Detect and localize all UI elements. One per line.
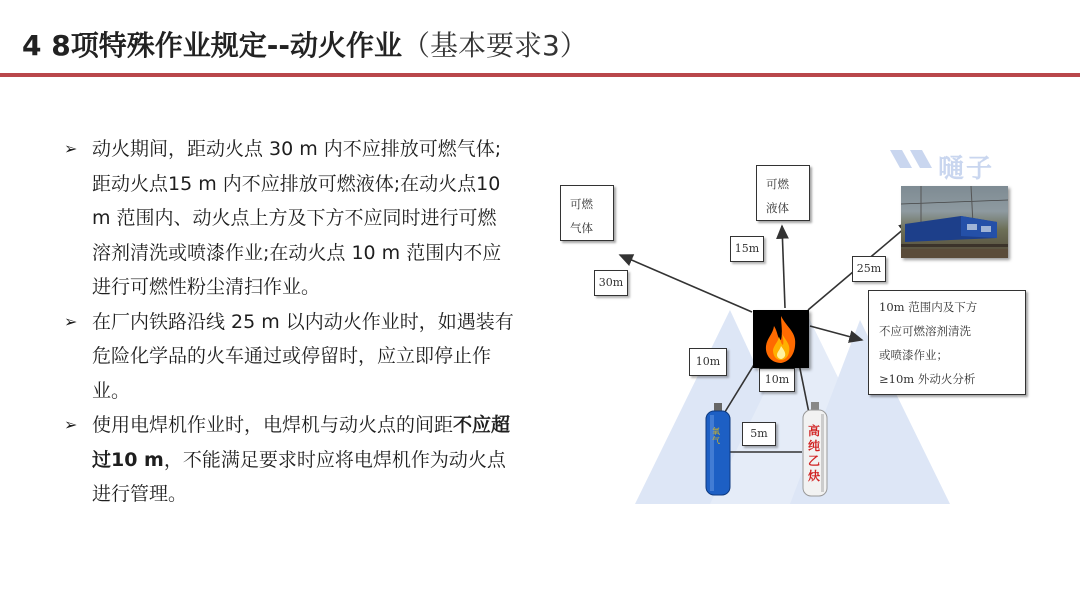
arrow-to-note [810, 326, 862, 340]
arrow-to-gas [620, 255, 752, 312]
label-15m: 15m [730, 236, 764, 262]
note-line-2: 不应可燃溶剂清洗 [879, 324, 971, 338]
page-title [22, 26, 588, 66]
bullet-arrow-icon: ➢ [64, 311, 78, 331]
label-30m: 30m [594, 270, 628, 296]
bullet-3-bold: 不应超过10 m [92, 414, 511, 471]
hot-work-diagram [540, 130, 1040, 510]
bullet-3-prefix: 使用电焊机作业时，电焊机与动火点的间距 [92, 414, 454, 436]
note-box [868, 290, 1026, 395]
bullet-list [64, 132, 514, 512]
liquid-line-1: 可燃 [766, 177, 789, 191]
bullet-item-1 [64, 132, 514, 305]
combustible-gas-box [560, 185, 614, 241]
label-10m-left: 10m [689, 348, 727, 376]
train-photo [901, 186, 1008, 258]
bullet-item-3 [64, 408, 514, 512]
arrow-to-liquid [782, 226, 785, 308]
note-line-1: 10m 范围内及下方 [879, 300, 978, 314]
note-line-4: ≥10m 外动火分析 [879, 372, 976, 386]
oxygen-cylinder-label: 氧气 [712, 427, 720, 445]
bullet-2-text: 在厂内铁路沿线 25 m 以内动火作业时，如遇装有危险化学品的火车通过或停留时，应立即停止作业。 [92, 310, 514, 402]
label-25m: 25m [852, 256, 886, 282]
bullet-arrow-icon: ➢ [64, 139, 78, 158]
acetylene-cylinder-label: 高纯乙炔 [808, 424, 821, 483]
bullet-arrow-icon: ➢ [64, 415, 78, 434]
title-divider [0, 73, 1080, 77]
bullet-item-2 [64, 305, 514, 409]
watermark-text: 嗵子 [938, 154, 995, 184]
title-sub: （基本要求3） [401, 29, 588, 62]
bullet-3-suffix: ，不能满足要求时应将电焊机作为动火点进行管理。 [92, 448, 506, 505]
gas-line-2: 气体 [570, 221, 593, 235]
liquid-line-2: 液体 [766, 201, 789, 215]
label-10m-below: 10m [759, 368, 795, 392]
acetylene-cylinder [801, 402, 829, 498]
oxygen-cylinder [704, 403, 732, 497]
flame-icon [753, 310, 809, 368]
title-main: 4 8项特殊作业规定--动火作业 [22, 29, 402, 62]
combustible-liquid-box [756, 165, 810, 221]
note-line-3: 或喷漆作业； [879, 348, 948, 362]
label-5m: 5m [742, 422, 776, 446]
fire-point-flame [753, 310, 809, 368]
gas-line-1: 可燃 [570, 197, 593, 211]
bullet-1-text: 动火期间，距动火点 30 m 内不应排放可燃气体;距动火点15 m 内不应排放可燃液体;在动火点10 m 范围内、动火点上方及下方不应同时进行可燃溶剂清洗或喷漆作业;在动火点 10 m 范围内不应进行可燃性粉尘清扫作业。 [92, 138, 502, 298]
